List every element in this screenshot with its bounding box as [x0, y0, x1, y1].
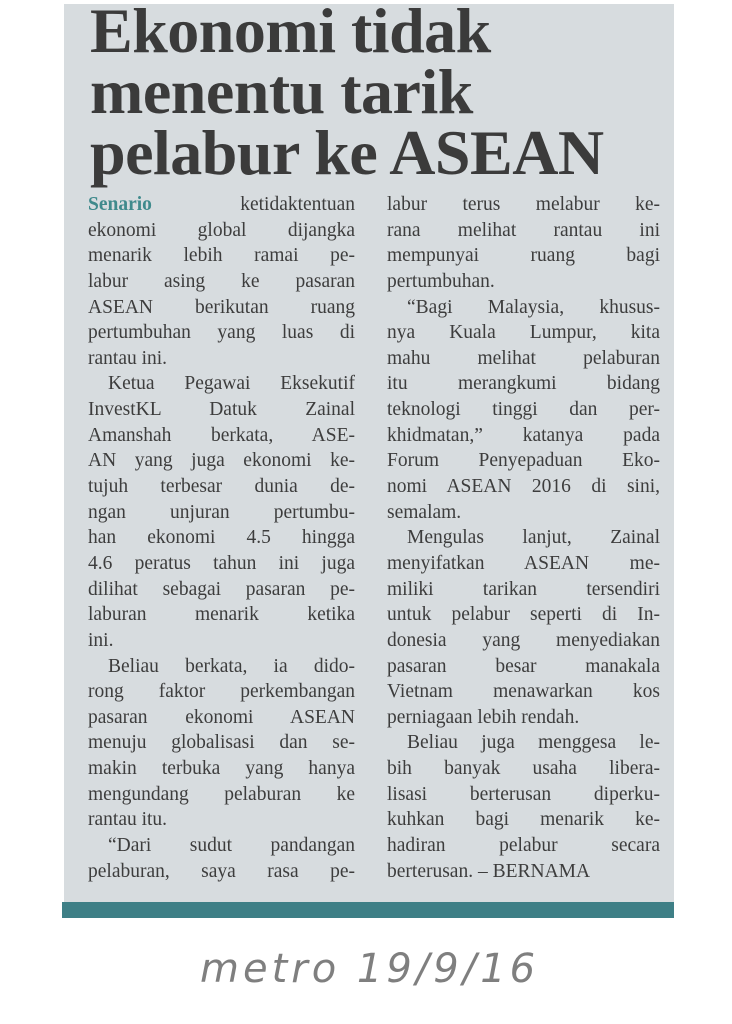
text-line: kuhkan bagi menarik ke- — [387, 809, 660, 831]
kicker: Senario — [88, 194, 152, 215]
text-line: 4.6 peratus tahun ini juga — [88, 552, 355, 574]
text-line: “Bagi Malaysia, khusus- — [407, 296, 660, 318]
text-line: lisasi berterusan diperku- — [387, 783, 660, 805]
text-line: pasaran besar manakala — [387, 655, 660, 677]
text-line: Beliau juga menggesa le- — [407, 732, 660, 754]
text-line: Vietnam menawarkan kos — [387, 681, 660, 703]
text-line: miliki tarikan tersendiri — [387, 578, 660, 600]
text-line: ekonomi global dijangka — [88, 219, 355, 241]
bottom-rule — [62, 902, 674, 918]
text-line: laburan menarik ketika — [88, 604, 355, 626]
text-line: Forum Penyepaduan Eko- — [387, 450, 660, 472]
text-line: labur asing ke pasaran — [88, 270, 355, 292]
text-line: mempunyai ruang bagi — [387, 245, 660, 267]
text-line: ASEAN berikutan ruang — [88, 296, 355, 318]
text-line: menyifatkan ASEAN me- — [387, 552, 660, 574]
text-line: itu merangkumi bidang — [387, 373, 660, 395]
text-line: Beliau berkata, ia dido- — [108, 655, 355, 677]
text-line: donesia yang menyediakan — [387, 629, 660, 651]
text-line: nya Kuala Lumpur, kita — [387, 322, 660, 344]
article-column-1 — [88, 192, 355, 884]
text-line: mengundang pelaburan ke — [88, 783, 355, 805]
text-line: semalam. — [387, 501, 462, 523]
text-line: rong faktor perkembangan — [88, 681, 355, 703]
handwritten-note: metro 19/9/16 — [200, 946, 540, 992]
article-column-2 — [387, 192, 660, 884]
text-line: rantau ini. — [88, 347, 168, 369]
text-line: dilihat sebagai pasaran pe- — [88, 578, 355, 600]
text-line: pelaburan, saya rasa pe- — [88, 860, 355, 882]
text-line: labur terus melabur ke- — [387, 194, 660, 215]
text-line-body: ketidaktentuan — [240, 194, 355, 215]
text-line: nomi ASEAN 2016 di sini, — [387, 476, 660, 498]
text-line: pertumbuhan yang luas di — [88, 322, 355, 344]
text-line: “Dari sudut pandangan — [108, 835, 355, 857]
headline-line: menentu tarik — [90, 56, 473, 127]
text-line: untuk pelabur seperti di In- — [387, 604, 660, 626]
headline-line: pelabur ke ASEAN — [90, 117, 604, 188]
headline — [90, 0, 604, 188]
headline-line: Ekonomi tidak — [90, 0, 491, 66]
text-line: ini. — [88, 629, 114, 651]
text-line: makin terbuka yang hanya — [88, 758, 355, 780]
text-line: Mengulas lanjut, Zainal — [407, 527, 660, 549]
text-line: mahu melihat pelaburan — [387, 347, 660, 369]
text-line: khidmatan,” katanya pada — [387, 424, 660, 446]
text-line: teknologi tinggi dan per- — [387, 399, 660, 421]
text-line: rana melihat rantau ini — [387, 219, 660, 241]
text-line: pertumbuhan. — [387, 270, 495, 292]
text-line: AN yang juga ekonomi ke- — [88, 450, 355, 472]
text-line — [88, 192, 355, 218]
text-line: rantau itu. — [88, 809, 168, 831]
text-line: bih banyak usaha libera- — [387, 758, 660, 780]
text-line: ngan unjuran pertumbu- — [88, 501, 355, 523]
text-line: menuju globalisasi dan se- — [88, 732, 355, 754]
text-line: pasaran ekonomi ASEAN — [88, 706, 355, 728]
text-line: InvestKL Datuk Zainal — [88, 399, 355, 421]
text-line: tujuh terbesar dunia de- — [88, 476, 355, 498]
text-line: hadiran pelabur secara — [387, 835, 660, 857]
text-line: menarik lebih ramai pe- — [88, 245, 355, 267]
text-line: Amanshah berkata, ASE- — [88, 424, 355, 446]
text-line: han ekonomi 4.5 hingga — [88, 527, 355, 549]
text-line: Ketua Pegawai Eksekutif — [108, 373, 355, 395]
text-line: perniagaan lebih rendah. — [387, 706, 580, 728]
text-line: berterusan. – BERNAMA — [387, 860, 591, 882]
